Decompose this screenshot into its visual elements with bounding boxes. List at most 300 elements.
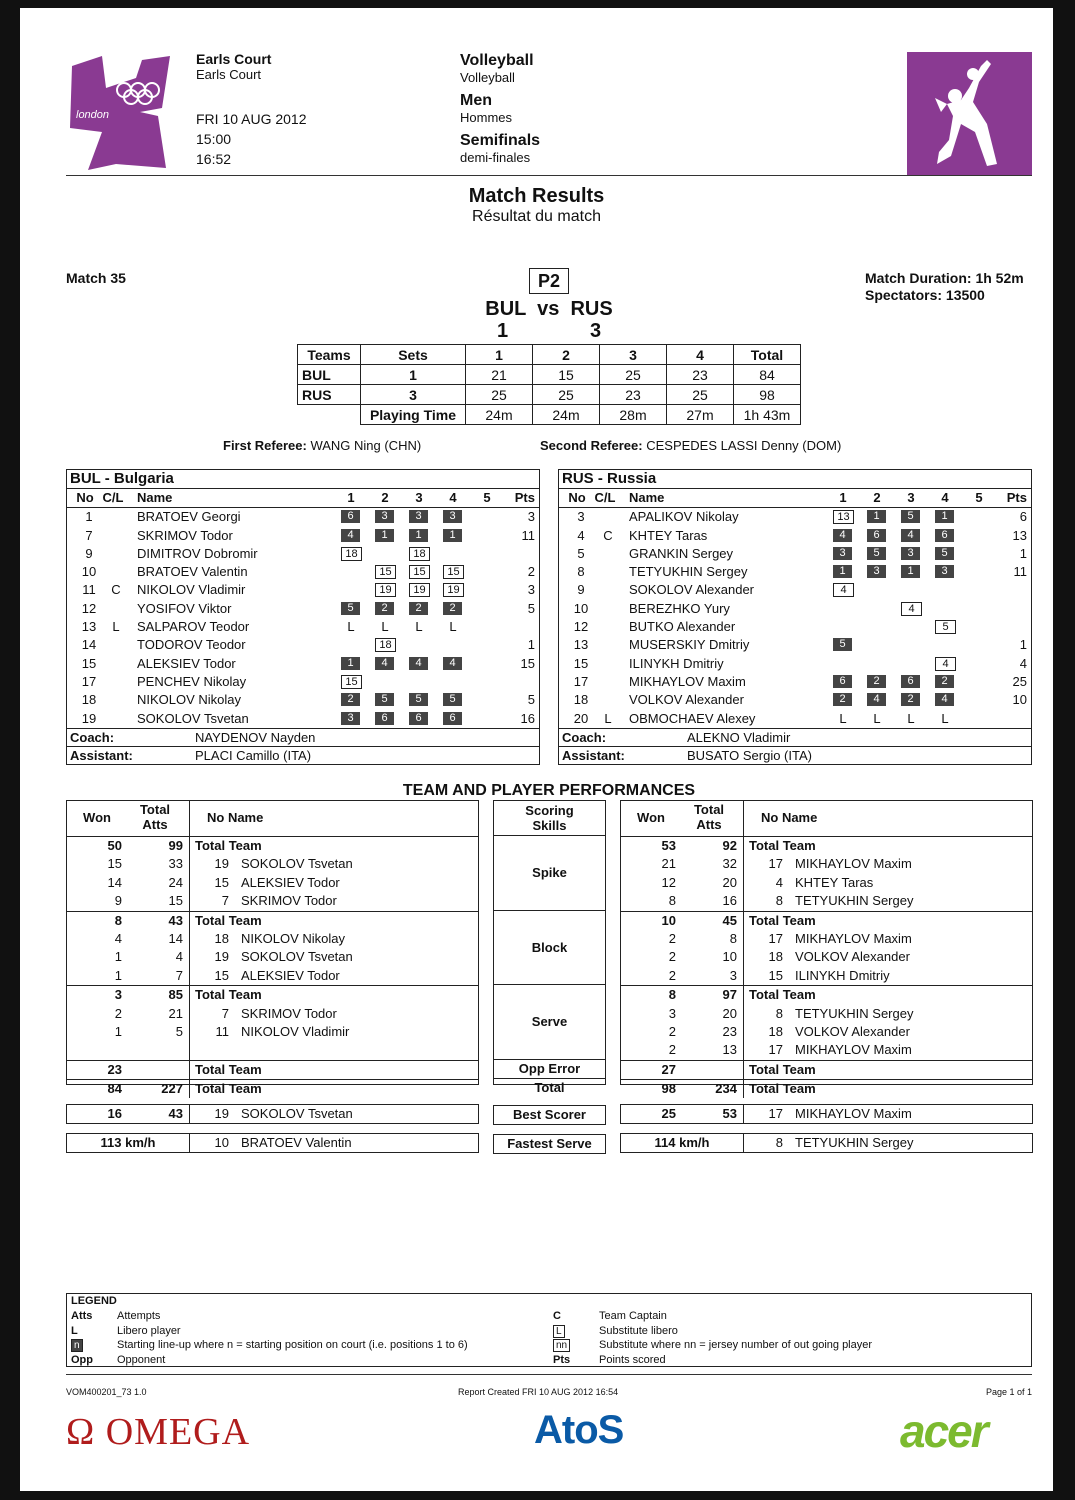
performance-row xyxy=(621,1041,1032,1059)
atos-logo: AtoS xyxy=(534,1408,624,1452)
player-number: 3 xyxy=(577,509,585,525)
legend-box: LEGEND Atts Attempts L Libero player n Starting line-up where n = starting position on court (i.e. positions 1 to 6) Opp Opponent C Team Captain L Substitute libero nn Substitute where nn = jersey number of out going player Pts Points scored xyxy=(66,1293,1032,1367)
player-number: 13 xyxy=(573,637,589,653)
perf-name: NIKOLOV Vladimir xyxy=(241,1023,350,1039)
player-name: NIKOLOV Vladimir xyxy=(137,582,246,598)
set-position-box: 4 xyxy=(409,657,428,670)
perf-name: ALEKSIEV Todor xyxy=(241,874,340,890)
perf-no: 18 xyxy=(214,930,229,946)
london-2012-logo xyxy=(66,52,178,174)
player-name: MUSERSKIY Dmitriy xyxy=(629,637,750,653)
perf-name: MIKHAYLOV Maxim xyxy=(795,930,912,946)
perf-won: 2 xyxy=(668,949,676,965)
player-row xyxy=(67,618,539,636)
bul-coach-row: Coach: NAYDENOV Nayden xyxy=(67,728,539,746)
second-referee-label: Second Referee: xyxy=(540,438,643,453)
volleyball-pictogram-icon xyxy=(907,52,1032,176)
perf-won: 21 xyxy=(661,856,676,872)
perf-name: SOKOLOV Tsvetan xyxy=(241,856,353,872)
player-row xyxy=(67,710,539,728)
perf-won: 2 xyxy=(668,967,676,983)
roster-header-cell: Name xyxy=(137,490,173,505)
perf-name: VOLKOV Alexander xyxy=(795,949,910,965)
teams-line: BUL vs RUS xyxy=(485,298,613,320)
legend-title: LEGEND xyxy=(71,1295,117,1307)
player-name: BRATOEV Valentin xyxy=(137,564,248,580)
player-row xyxy=(67,600,539,618)
perf-won: 1 xyxy=(114,967,122,983)
perf-atts: 33 xyxy=(168,856,183,872)
performance-row xyxy=(621,967,1032,985)
player-row xyxy=(67,527,539,545)
rus-fastest-serve: 114 km/h 8 TETYUKHIN Sergey xyxy=(620,1133,1033,1153)
perf-no: 15 xyxy=(214,967,229,983)
player-row xyxy=(67,655,539,673)
player-row xyxy=(559,636,1031,654)
player-role: L xyxy=(112,619,120,635)
roster-header-cell: 5 xyxy=(975,490,983,505)
set-position-box: 1 xyxy=(833,565,852,578)
perf-no: 15 xyxy=(214,874,229,890)
player-points: 15 xyxy=(520,655,535,671)
roster-header-cell: 2 xyxy=(381,490,389,505)
svg-text:london: london xyxy=(76,109,110,121)
set-position-box: 2 xyxy=(443,602,462,615)
bul-roster xyxy=(66,469,540,765)
player-role: C xyxy=(111,582,121,598)
perf-header-cell: No Name xyxy=(207,810,264,825)
perf-no: 15 xyxy=(768,967,783,983)
roster-header-cell: No xyxy=(568,490,586,505)
roster-header-cell: 2 xyxy=(873,490,881,505)
player-number: 4 xyxy=(577,527,585,543)
perf-name: Total Team xyxy=(749,987,816,1003)
set-position-box: 2 xyxy=(867,675,886,688)
bul-coach: NAYDENOV Nayden xyxy=(195,729,316,745)
player-points: 1 xyxy=(527,637,535,653)
set-position-box: 15 xyxy=(443,565,464,579)
set-position-box: 3 xyxy=(833,547,852,560)
perf-name: ALEKSIEV Todor xyxy=(241,967,340,983)
player-row xyxy=(559,655,1031,673)
perf-header-cell: Atts xyxy=(142,817,168,832)
set-position-box: L xyxy=(839,710,847,726)
perf-name: TETYUKHIN Sergey xyxy=(795,1005,914,1021)
player-points: 1 xyxy=(1019,545,1027,561)
player-name: GRANKIN Sergey xyxy=(629,545,734,561)
perf-won: 50 xyxy=(107,838,122,853)
performance-row xyxy=(67,1041,478,1059)
player-number: 18 xyxy=(573,692,589,708)
roster-header-cell: 3 xyxy=(415,490,423,505)
player-points: 5 xyxy=(527,692,535,708)
performance-row xyxy=(67,1005,478,1023)
player-row xyxy=(67,581,539,599)
perf-name: Total Team xyxy=(195,1061,262,1077)
perf-name: SKRIMOV Todor xyxy=(241,893,337,909)
roster-header-cell: 3 xyxy=(907,490,915,505)
set-position-box: 19 xyxy=(409,583,430,597)
phase-fr: demi-finales xyxy=(460,150,531,165)
performance-row xyxy=(67,855,478,873)
player-name: APALIKOV Nikolay xyxy=(629,509,739,525)
performance-row xyxy=(621,1005,1032,1023)
perf-atts: 20 xyxy=(722,874,737,890)
player-points: 1 xyxy=(1019,637,1027,653)
perf-name: MIKHAYLOV Maxim xyxy=(795,856,912,872)
set-position-box: L xyxy=(907,710,915,726)
player-name: BEREZHKO Yury xyxy=(629,600,730,616)
first-referee: WANG Ning (CHN) xyxy=(310,438,422,453)
performance-row xyxy=(67,837,478,855)
perf-won: 1 xyxy=(114,1023,122,1039)
perf-atts: 234 xyxy=(715,1081,737,1097)
performance-row xyxy=(621,948,1032,966)
player-row xyxy=(67,545,539,563)
player-number: 10 xyxy=(81,564,97,580)
player-points: 16 xyxy=(520,710,535,726)
second-referee: CESPEDES LASSI Denny (DOM) xyxy=(646,438,842,453)
player-name: BRATOEV Georgi xyxy=(137,509,241,525)
set-position-box: 4 xyxy=(901,602,922,616)
rus-sets-won: 3 xyxy=(590,320,602,342)
player-number: 17 xyxy=(573,673,589,689)
venue: Earls Court xyxy=(196,51,272,67)
set-score-table: Teams Sets 1 2 3 4 Total BUL 1 21 15 25 23 84 RUS 3 25 25 23 25 98 Playing Time 24m 24m 28m 27m 1h 43m xyxy=(297,344,801,425)
set-position-box: 18 xyxy=(341,547,362,561)
player-number: 11 xyxy=(82,582,96,598)
player-row xyxy=(559,673,1031,691)
set-position-box: 5 xyxy=(935,620,956,634)
perf-no: 19 xyxy=(214,856,229,872)
match-number: Match 35 xyxy=(66,270,126,286)
player-role: C xyxy=(603,527,613,543)
perf-atts: 13 xyxy=(722,1042,737,1058)
roster-header-cell: 4 xyxy=(449,490,457,505)
rus-performance-table xyxy=(620,800,1033,1097)
perf-atts: 5 xyxy=(175,1023,183,1039)
rus-coach-row: Coach: ALEKNO Vladimir xyxy=(559,728,1031,746)
set-position-box: 4 xyxy=(443,657,462,670)
skill-serve: Serve xyxy=(494,985,605,1060)
perf-no: 8 xyxy=(775,1005,783,1021)
set-position-box: 6 xyxy=(443,712,462,725)
spectators: Spectators: 13500 xyxy=(865,287,985,303)
perf-name: KHTEY Taras xyxy=(795,874,874,890)
results-page xyxy=(20,8,1053,1491)
perf-atts: 7 xyxy=(175,967,183,983)
perf-no: 19 xyxy=(214,949,229,965)
perf-no: 18 xyxy=(768,949,783,965)
player-number: 12 xyxy=(573,619,589,635)
set-position-box: L xyxy=(381,619,389,635)
perf-atts: 20 xyxy=(722,1005,737,1021)
player-number: 9 xyxy=(577,582,585,598)
set-position-box: 1 xyxy=(375,529,394,542)
player-row xyxy=(559,600,1031,618)
set-position-box: L xyxy=(873,710,881,726)
player-name: SALPAROV Teodor xyxy=(137,619,250,635)
perf-name: Total Team xyxy=(195,1081,262,1097)
set-position-box: 4 xyxy=(935,657,956,671)
roster-header-cell: 1 xyxy=(839,490,847,505)
performance-row xyxy=(621,837,1032,855)
set-position-box: L xyxy=(449,619,457,635)
player-number: 15 xyxy=(573,655,589,671)
set-position-box: 15 xyxy=(409,565,430,579)
set-position-box: L xyxy=(415,619,423,635)
rus-best-scorer: 25 53 17 MIKHAYLOV Maxim xyxy=(620,1104,1033,1124)
report-code: VOM400201_73 1.0 xyxy=(66,1387,147,1397)
perf-name: TETYUKHIN Sergey xyxy=(795,893,914,909)
set-position-box: 5 xyxy=(833,638,852,651)
set-position-box: 3 xyxy=(375,510,394,523)
player-row xyxy=(67,508,539,526)
end-time: 16:52 xyxy=(196,151,232,167)
set-position-box: 6 xyxy=(935,529,954,542)
player-points: 3 xyxy=(527,509,535,525)
perf-header-cell: Atts xyxy=(696,817,722,832)
perf-won: 2 xyxy=(668,1023,676,1039)
perf-won: 8 xyxy=(114,912,122,928)
set-position-box: 2 xyxy=(833,693,852,706)
gender-fr: Hommes xyxy=(460,110,513,125)
player-number: 12 xyxy=(81,600,97,616)
performance-row xyxy=(621,874,1032,892)
perf-won: 2 xyxy=(668,1042,676,1058)
player-name: KHTEY Taras xyxy=(629,527,708,543)
set-position-box: L xyxy=(941,710,949,726)
perf-won: 15 xyxy=(107,856,122,872)
performance-row xyxy=(621,892,1032,910)
rus-coach: ALEKNO Vladimir xyxy=(687,729,791,745)
performance-row xyxy=(67,1023,478,1041)
player-name: TETYUKHIN Sergey xyxy=(629,564,748,580)
rus-assistant-row: Assistant: BUSATO Sergio (ITA) xyxy=(559,746,1031,764)
bul-fastest-serve: 113 km/h 10 BRATOEV Valentin xyxy=(66,1133,479,1153)
player-number: 14 xyxy=(81,637,97,653)
perf-atts: 16 xyxy=(722,893,737,909)
perf-name: Total Team xyxy=(749,1061,816,1077)
set-position-box: 2 xyxy=(409,602,428,615)
performance-row xyxy=(67,948,478,966)
performance-row xyxy=(67,874,478,892)
set-position-box: 2 xyxy=(935,675,954,688)
perf-name: MIKHAYLOV Maxim xyxy=(795,1042,912,1058)
roster-header-cell: 4 xyxy=(941,490,949,505)
player-points: 6 xyxy=(1019,509,1027,525)
roster-header-cell: Pts xyxy=(1006,490,1027,505)
perf-name: SOKOLOV Tsvetan xyxy=(241,949,353,965)
set-position-box: 15 xyxy=(341,675,362,689)
header-divider xyxy=(66,175,1032,176)
perf-header-cell: Total xyxy=(693,802,725,817)
perf-name: Total Team xyxy=(195,987,262,1003)
perf-atts: 15 xyxy=(168,893,183,909)
performance-row xyxy=(67,911,478,930)
perf-no: 11 xyxy=(215,1023,229,1039)
perf-name: SKRIMOV Todor xyxy=(241,1005,337,1021)
rus-roster xyxy=(558,469,1032,765)
best-scorer-label: Best Scorer xyxy=(493,1105,606,1125)
perf-won: 27 xyxy=(661,1061,676,1077)
acer-logo: acer xyxy=(900,1405,987,1457)
performance-row xyxy=(67,1060,478,1079)
perf-won: 2 xyxy=(668,930,676,946)
set-position-box: 3 xyxy=(409,510,428,523)
bul-roster-title: BUL - Bulgaria xyxy=(67,470,539,489)
perf-won: 3 xyxy=(114,987,122,1003)
perf-won: 23 xyxy=(107,1061,122,1077)
roster-header-cell: C/L xyxy=(102,490,124,505)
player-name: ALEKSIEV Todor xyxy=(137,655,236,671)
set-position-box: 18 xyxy=(375,638,396,652)
player-points: 2 xyxy=(527,564,535,580)
player-role: L xyxy=(604,710,612,726)
player-row xyxy=(559,581,1031,599)
perf-atts: 14 xyxy=(168,930,183,946)
perf-won: 84 xyxy=(107,1081,122,1097)
perf-header-cell: No Name xyxy=(761,810,818,825)
set-position-box: 1 xyxy=(901,565,920,578)
performance-row xyxy=(67,967,478,985)
player-number: 7 xyxy=(85,527,93,543)
performance-row xyxy=(67,930,478,948)
perf-no: 18 xyxy=(768,1023,783,1039)
perf-won: 8 xyxy=(668,987,676,1003)
perf-atts: 8 xyxy=(729,930,737,946)
perf-won: 4 xyxy=(114,930,122,946)
perf-won: 1 xyxy=(114,949,122,965)
player-name: NIKOLOV Nikolay xyxy=(137,692,242,708)
performance-row xyxy=(67,892,478,910)
perf-atts: 24 xyxy=(168,874,183,890)
perf-no: 17 xyxy=(768,930,783,946)
player-name: ILINYKH Dmitriy xyxy=(629,655,724,671)
player-points: 11 xyxy=(1013,564,1027,580)
perf-name: Total Team xyxy=(749,912,816,928)
player-name: SKRIMOV Todor xyxy=(137,527,233,543)
player-number: 15 xyxy=(81,655,97,671)
set-position-box: 6 xyxy=(341,510,360,523)
roster-header-cell: No xyxy=(76,490,94,505)
perf-atts: 227 xyxy=(161,1081,183,1097)
total-label: Total xyxy=(534,1080,565,1096)
roster-header-cell: Name xyxy=(629,490,665,505)
set-position-box: 18 xyxy=(409,547,430,561)
perf-won: 53 xyxy=(661,838,676,853)
skill-block: Block xyxy=(494,911,605,986)
performance-row xyxy=(621,911,1032,930)
set-position-box: 4 xyxy=(901,529,920,542)
player-points: 4 xyxy=(1019,655,1027,671)
perf-won: 3 xyxy=(668,1005,676,1021)
perf-no: 4 xyxy=(775,874,783,890)
perf-won: 14 xyxy=(107,874,122,890)
roster-header-cell: Pts xyxy=(514,490,535,505)
perf-atts: 45 xyxy=(722,912,737,928)
page-number: Page 1 of 1 xyxy=(985,1387,1032,1397)
player-row xyxy=(559,618,1031,636)
player-name: YOSIFOV Viktor xyxy=(137,600,232,616)
gender: Men xyxy=(460,92,492,109)
report-created: Report Created FRI 10 AUG 2012 16:54 xyxy=(458,1387,619,1397)
set-position-box: 6 xyxy=(375,712,394,725)
set-position-box: 3 xyxy=(935,565,954,578)
player-row xyxy=(559,545,1031,563)
set-position-box: 1 xyxy=(341,657,360,670)
player-number: 10 xyxy=(573,600,589,616)
perf-won: 9 xyxy=(114,893,122,909)
player-row xyxy=(67,691,539,709)
set-position-box: 1 xyxy=(443,529,462,542)
perf-atts: 21 xyxy=(168,1005,183,1021)
set-position-box: 1 xyxy=(867,510,886,523)
player-number: 8 xyxy=(577,564,585,580)
perf-atts: 43 xyxy=(168,912,183,928)
perf-no: 17 xyxy=(768,1042,783,1058)
player-points: 11 xyxy=(521,527,535,543)
set-position-box: 13 xyxy=(833,510,854,524)
perf-no: 7 xyxy=(221,893,229,909)
match-duration: Match Duration: 1h 52m xyxy=(865,270,1024,286)
set-position-box: 4 xyxy=(867,693,886,706)
venue-fr: Earls Court xyxy=(196,67,262,82)
player-points: 25 xyxy=(1012,673,1027,689)
perf-atts: 97 xyxy=(722,987,737,1003)
player-number: 20 xyxy=(573,710,589,726)
player-row xyxy=(559,527,1031,545)
perf-header-cell: Total xyxy=(139,802,171,817)
omega-logo: Ω OMEGA xyxy=(66,1411,251,1453)
bul-assistant-row: Assistant: PLACI Camillo (ITA) xyxy=(67,746,539,764)
set-position-box: 3 xyxy=(341,712,360,725)
player-number: 5 xyxy=(577,545,585,561)
rus-assistant: BUSATO Sergio (ITA) xyxy=(687,747,812,763)
set-position-box: 6 xyxy=(833,675,852,688)
set-position-box: L xyxy=(347,619,355,635)
perf-name: Total Team xyxy=(749,1081,816,1097)
player-row xyxy=(67,636,539,654)
player-name: VOLKOV Alexander xyxy=(629,692,744,708)
bul-best-scorer: 16 43 19 SOKOLOV Tsvetan xyxy=(66,1104,479,1124)
player-number: 19 xyxy=(81,710,97,726)
set-position-box: 5 xyxy=(341,602,360,615)
performance-row xyxy=(67,985,478,1004)
set-position-box: 4 xyxy=(935,693,954,706)
player-number: 1 xyxy=(85,509,93,525)
performances-title: TEAM AND PLAYER PERFORMANCES xyxy=(402,782,696,799)
set-position-box: 4 xyxy=(833,529,852,542)
player-name: BUTKO Alexander xyxy=(629,619,736,635)
performance-row xyxy=(67,1079,478,1098)
perf-won: 10 xyxy=(661,912,676,928)
player-row xyxy=(67,563,539,581)
first-referee-label: First Referee: xyxy=(223,438,307,453)
set-position-box: 4 xyxy=(341,529,360,542)
phase: Semifinals xyxy=(460,132,541,149)
perf-won: 12 xyxy=(661,874,676,890)
player-row xyxy=(559,563,1031,581)
set-position-box: 5 xyxy=(935,547,954,560)
set-position-box: 3 xyxy=(867,565,886,578)
performance-row xyxy=(621,855,1032,873)
set-position-box: 6 xyxy=(901,675,920,688)
page-title-fr: Résultat du match xyxy=(472,208,601,225)
performance-row xyxy=(621,1060,1032,1079)
player-points: 3 xyxy=(527,582,535,598)
perf-name: Total Team xyxy=(749,838,816,853)
